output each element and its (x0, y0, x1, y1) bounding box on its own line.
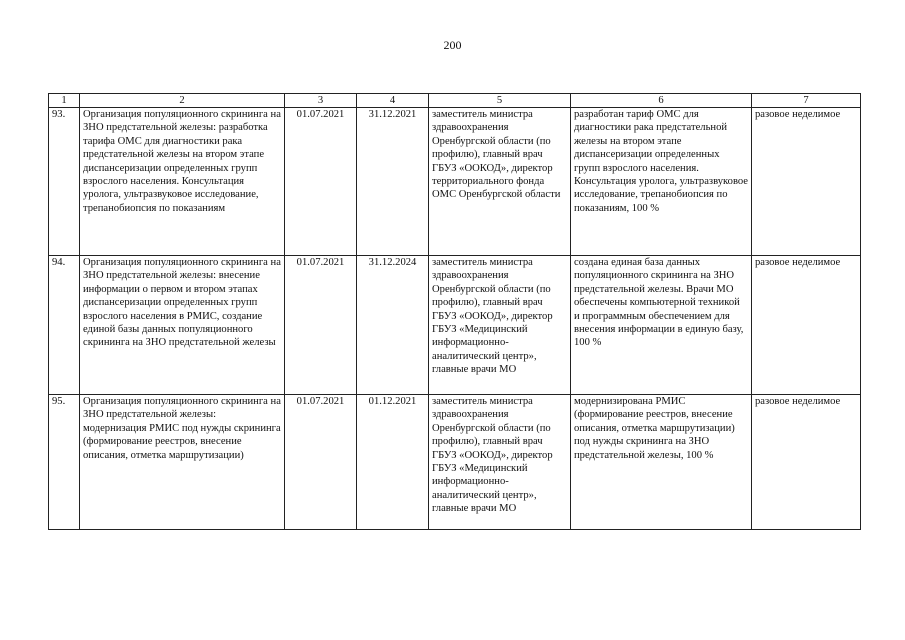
expected-result: создана единая база данных популяционного скрининга на ЗНО предстательной железы. Врачи МО обеспечены компьютерной техникой и программным обеспечением для внесения информации в единую базу, 100 % (571, 256, 752, 395)
column-header: 5 (429, 94, 571, 108)
end-date: 31.12.2024 (357, 256, 429, 395)
row-number: 95. (49, 395, 80, 530)
column-header: 4 (357, 94, 429, 108)
event-description: Организация популяционного скрининга на ЗНО предстательной железы: модернизация РМИС под нужды скрининга (формирование реестров, внесение описания, отметка маршрутизации) (80, 395, 285, 530)
table-row (49, 108, 861, 256)
column-header: 2 (80, 94, 285, 108)
start-date: 01.07.2021 (285, 395, 357, 530)
event-description: Организация популяционного скрининга на ЗНО предстательной железы: внесение информации о первом и втором этапах диспансеризации определенных групп взрослого населения в РМИС, создание единой базы данных популяционного скрининга на ЗНО предстательной железы (80, 256, 285, 395)
column-header: 6 (571, 94, 752, 108)
responsible-persons: заместитель министра здравоохранения Оренбургской области (по профилю), главный врач ГБУЗ «ООКОД», директор ГБУЗ «Медицинский информационно-аналитический центр», главные врачи МО (429, 256, 571, 395)
event-type: разовое неделимое (752, 256, 861, 395)
table-header-row (49, 94, 861, 108)
end-date: 01.12.2021 (357, 395, 429, 530)
expected-result: разработан тариф ОМС для диагностики рака предстательной железы на втором этапе диспансеризации определенных групп взрослого населения. Консультация уролога, ультразвуковое исследование, трепанобиопсия по показаниям, 100 % (571, 108, 752, 256)
end-date: 31.12.2021 (357, 108, 429, 256)
event-type: разовое неделимое (752, 395, 861, 530)
events-table (48, 93, 861, 530)
page-number: 200 (443, 38, 462, 52)
expected-result: модернизирована РМИС (формирование реестров, внесение описания, отметка маршрутизации) под нужды скрининга на ЗНО предстательной железы, 100 % (571, 395, 752, 530)
start-date: 01.07.2021 (285, 108, 357, 256)
responsible-persons: заместитель министра здравоохранения Оренбургской области (по профилю), главный врач ГБУЗ «ООКОД», директор ГБУЗ «Медицинский информационно-аналитический центр», главные врачи МО (429, 395, 571, 530)
column-header: 3 (285, 94, 357, 108)
event-description: Организация популяционного скрининга на ЗНО предстательной железы: разработка тарифа ОМС для диагностики рака предстательной железы на втором этапе диспансеризации определенных групп взрослого населения. Консультация уролога, ультразвуковое исследование, трепанобиопсия по показаниям (80, 108, 285, 256)
column-header: 1 (49, 94, 80, 108)
start-date: 01.07.2021 (285, 256, 357, 395)
table-row (49, 395, 861, 530)
table-row (49, 256, 861, 395)
row-number: 94. (49, 256, 80, 395)
event-type: разовое неделимое (752, 108, 861, 256)
column-header: 7 (752, 94, 861, 108)
row-number: 93. (49, 108, 80, 256)
responsible-persons: заместитель министра здравоохранения Оренбургской области (по профилю), главный врач ГБУЗ «ООКОД», директор территориального фонда ОМС Оренбургской области (429, 108, 571, 256)
